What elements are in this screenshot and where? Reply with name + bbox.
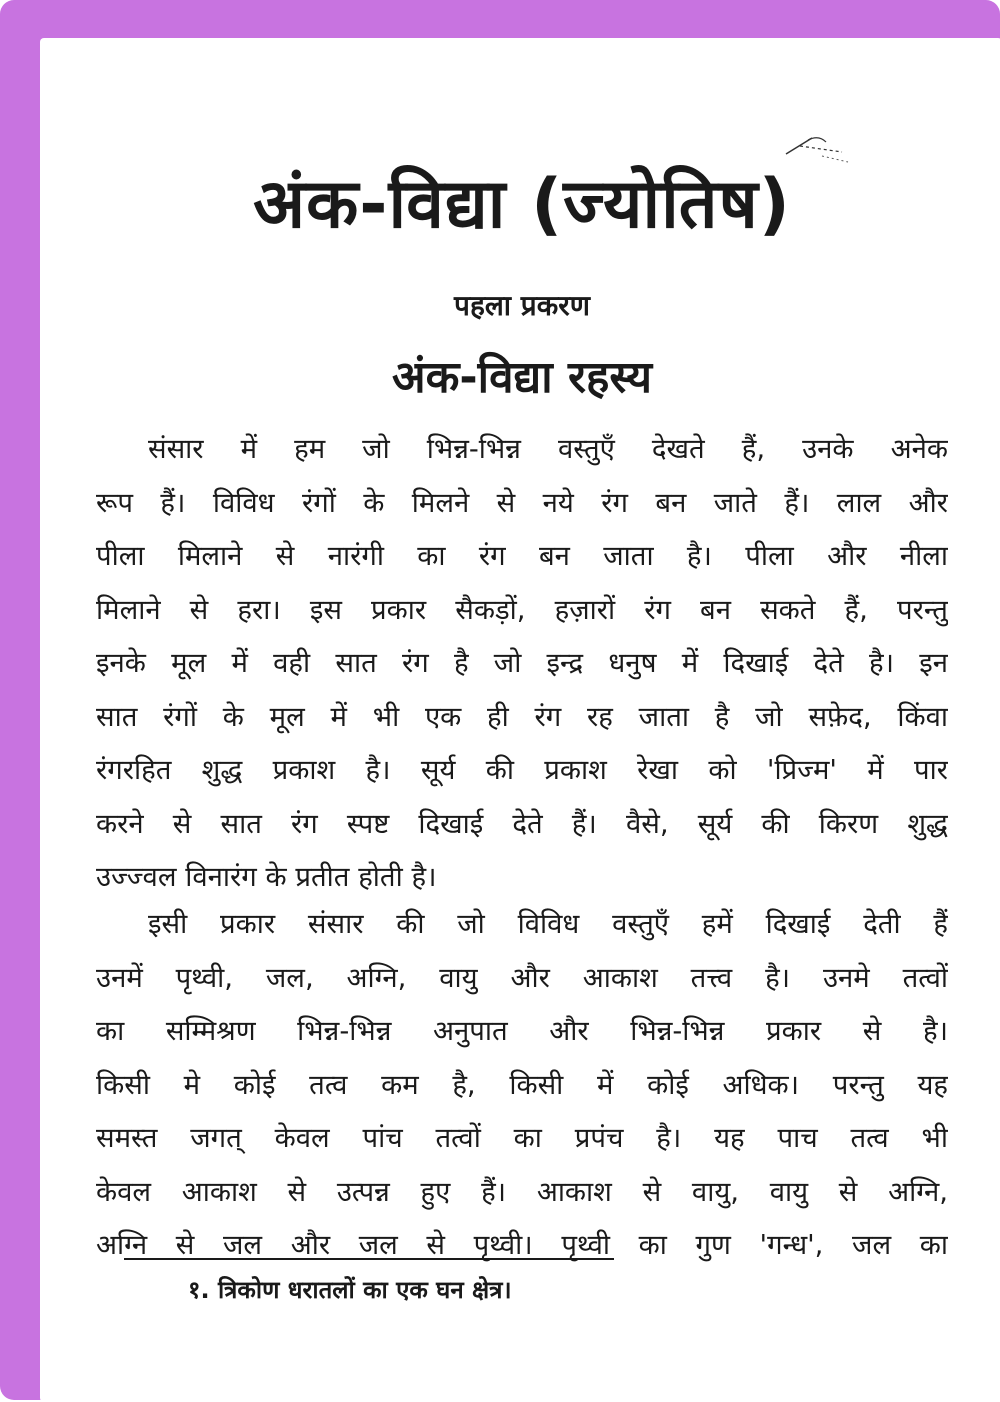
text-line: करने से सात रंग स्पष्ट दिखाई देते हैं। वैसे, सूर्य की किरण शुद्ध bbox=[96, 807, 948, 840]
text-line: रंगरहित शुद्ध प्रकाश है। सूर्य की प्रकाश रेखा को 'प्रिज्म' में पार bbox=[96, 754, 948, 786]
chapter-title: अंक-विद्या रहस्य bbox=[392, 352, 652, 403]
text-line: मिलाने से हरा। इस प्रकार सैकड़ों, हज़ारों रंग बन सकते हैं, परन्तु bbox=[96, 593, 948, 626]
footnote: १. त्रिकोण धरातलों का एक घन क्षेत्र। bbox=[188, 1276, 512, 1304]
text-line: इनके मूल में वही सात रंग है जो इन्द्र धनुष में दिखाई देते है। इन bbox=[96, 647, 948, 679]
text-line: सात रंगों के मूल में भी एक ही रंग रह जाता है जो सफ़ेद, किंवा bbox=[96, 700, 948, 733]
text-line: अग्नि से जल और जल से पृथ्वी। पृथ्वी का गुण 'गन्ध', जल का bbox=[96, 1229, 948, 1261]
text-line: उनमें पृथ्वी, जल, अग्नि, वायु और आकाश तत्त्व है। उनमे तत्वों bbox=[96, 961, 948, 994]
text-line: केवल आकाश से उत्पन्न हुए हैं। आकाश से वायु, वायु से अग्नि, bbox=[96, 1175, 948, 1208]
text-line: का सम्मिश्रण भिन्न-भिन्न अनुपात और भिन्न-भिन्न प्रकार से है। bbox=[96, 1015, 948, 1047]
text-line: पीला मिलाने से नारंगी का रंग बन जाता है। पीला और नीला bbox=[96, 540, 948, 572]
book-title: अंक-विद्या (ज्योतिष) bbox=[253, 165, 791, 244]
chapter-number: पहला प्रकरण bbox=[454, 289, 590, 322]
text-line: इसी प्रकार संसार की जो विविध वस्तुएँ हमें दिखाई देती हैं bbox=[148, 908, 948, 940]
text-line: उज्ज्वल विनारंग के प्रतीत होती है। bbox=[96, 861, 437, 893]
paragraph-1 bbox=[96, 423, 948, 905]
text-line: संसार में हम जो भिन्न-भिन्न वस्तुएँ देखते हैं, उनके अनेक bbox=[148, 433, 948, 465]
footnote-divider bbox=[124, 1258, 614, 1260]
book-page bbox=[40, 38, 1000, 1402]
text-line: रूप हैं। विविध रंगों के मिलने से नये रंग बन जाते हैं। लाल और bbox=[96, 486, 948, 519]
paragraph-2 bbox=[96, 898, 948, 1273]
text-line: किसी मे कोई तत्व कम है, किसी में कोई अधिक। परन्तु यह bbox=[96, 1068, 948, 1101]
text-line: समस्त जगत् केवल पांच तत्वों का प्रपंच है। यह पाच तत्व भी bbox=[96, 1122, 948, 1154]
